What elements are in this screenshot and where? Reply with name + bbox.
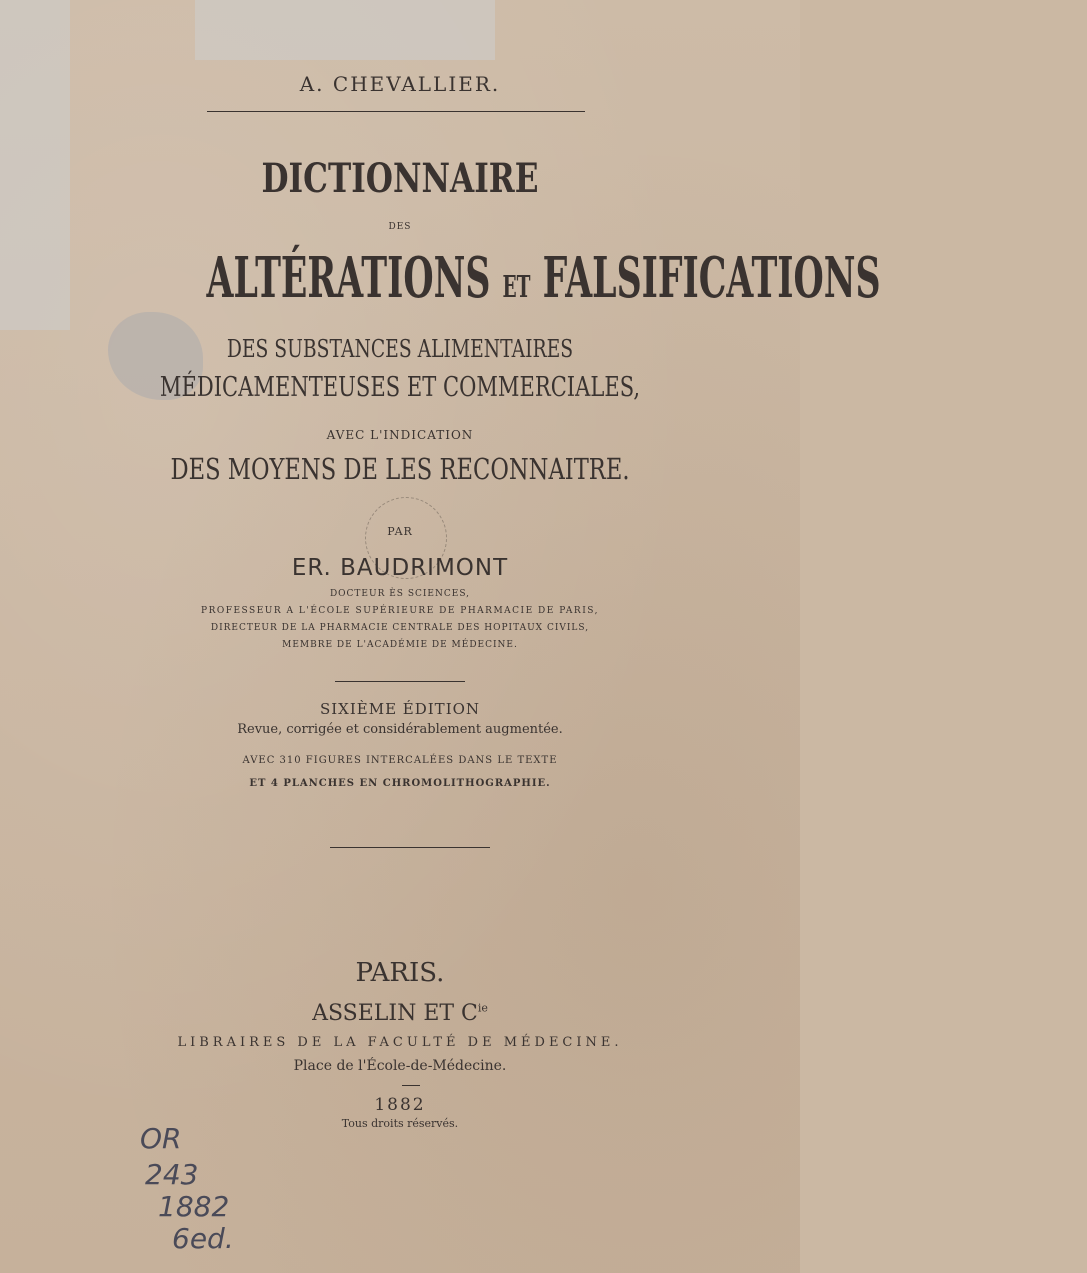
title-et: ET <box>502 270 531 305</box>
publisher-description: LIBRAIRES DE LA FACULTÉ DE MÉDECINE. <box>177 1035 623 1050</box>
shelfmark-line-1: OR <box>140 1122 182 1155</box>
rights-notice: Tous droits réservés. <box>341 1117 459 1130</box>
editor-title-1: DOCTEUR ÈS SCIENCES, <box>329 589 471 599</box>
figures-line-2: ET 4 PLANCHES EN CHROMOLITHOGRAPHIE. <box>249 778 551 789</box>
subtitle-substances: DES SUBSTANCES ALIMENTAIRES <box>226 335 574 363</box>
editor-title-2: PROFESSEUR A L'ÉCOLE SUPÉRIEURE DE PHARMACIE DE PARIS, <box>201 606 599 616</box>
edition-label: SIXIÈME ÉDITION <box>319 700 481 718</box>
publisher-address: Place de l'École-de-Médecine. <box>293 1058 507 1074</box>
publication-year: 1882 <box>374 1095 426 1115</box>
subtitle-indication: AVEC L'INDICATION <box>326 428 474 442</box>
shelfmark-line-4: 6ed. <box>172 1222 234 1255</box>
editor-name: ER. BAUDRIMONT <box>291 555 509 581</box>
title-des: DES <box>388 222 412 232</box>
edition-note: Revue, corrigée et considérablement augmentée. <box>237 722 563 737</box>
title-falsifications: FALSIFICATIONS <box>542 245 881 311</box>
tape-top <box>195 0 495 60</box>
year-rule <box>402 1085 420 1086</box>
mid-rule <box>335 681 465 682</box>
publisher-sup: ie <box>477 1001 488 1015</box>
editor-title-4: MEMBRE DE L'ACADÉMIE DE MÉDECINE. <box>282 640 518 650</box>
shelfmark-line-3: 1882 <box>158 1190 230 1223</box>
author-rule <box>207 111 585 112</box>
publication-city: PARIS. <box>355 958 445 988</box>
par-label: PAR <box>387 525 413 538</box>
title-dictionnaire: DICTIONNAIRE <box>261 155 539 202</box>
lower-rule <box>330 847 490 848</box>
publisher-text: ASSELIN ET C <box>312 1001 478 1026</box>
title-alterations: ALTÉRATIONS <box>206 245 491 311</box>
editor-title-3: DIRECTEUR DE LA PHARMACIE CENTRALE DES HOPITAUX CIVILS, <box>210 623 590 633</box>
subtitle-medicamenteuses: MÉDICAMENTEUSES ET COMMERCIALES, <box>159 372 641 403</box>
title-main <box>0 245 881 311</box>
author-name: A. CHEVALLIER. <box>299 72 501 96</box>
publisher-name <box>0 1001 800 1026</box>
shelfmark-line-2: 243 <box>145 1158 199 1191</box>
figures-line-1: AVEC 310 FIGURES INTERCALÉES DANS LE TEXTE <box>242 755 558 766</box>
subtitle-moyens: DES MOYENS DE LES RECONNAITRE. <box>170 452 630 486</box>
